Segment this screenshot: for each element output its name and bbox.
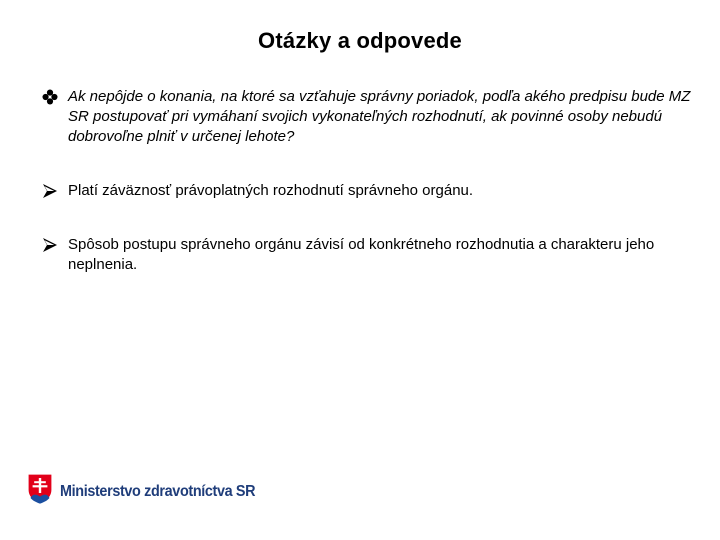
slovak-coat-of-arms-icon xyxy=(27,473,53,510)
arrow-bullet-icon xyxy=(42,235,68,255)
ministry-logo xyxy=(27,473,277,510)
answer-item xyxy=(42,235,692,275)
answer-text: Spôsob postupu správneho orgánu závisí od konkrétneho rozhodnutia a charakteru jeho neplnenia. xyxy=(68,236,655,273)
question-item xyxy=(42,87,692,147)
ministry-logo-text: Ministerstvo zdravotníctva SR xyxy=(60,482,256,500)
slide-title: Otázky a odpovede xyxy=(258,28,462,53)
diamond-bullet-icon xyxy=(42,87,68,107)
arrow-bullet-icon xyxy=(42,181,68,201)
question-text: Ak nepôjde o konania, na ktoré sa vzťahuje správny poriadok, podľa akého predpisu bude MZ SR postupovať pri vymáhaní svojich vykonateľných rozhodnutí, ak povinné osoby nebudú dobrovoľne plniť v určenej lehote? xyxy=(68,88,691,145)
answer-item xyxy=(42,181,692,201)
answer-text: Platí záväznosť právoplatných rozhodnutí správneho orgánu. xyxy=(68,182,474,199)
